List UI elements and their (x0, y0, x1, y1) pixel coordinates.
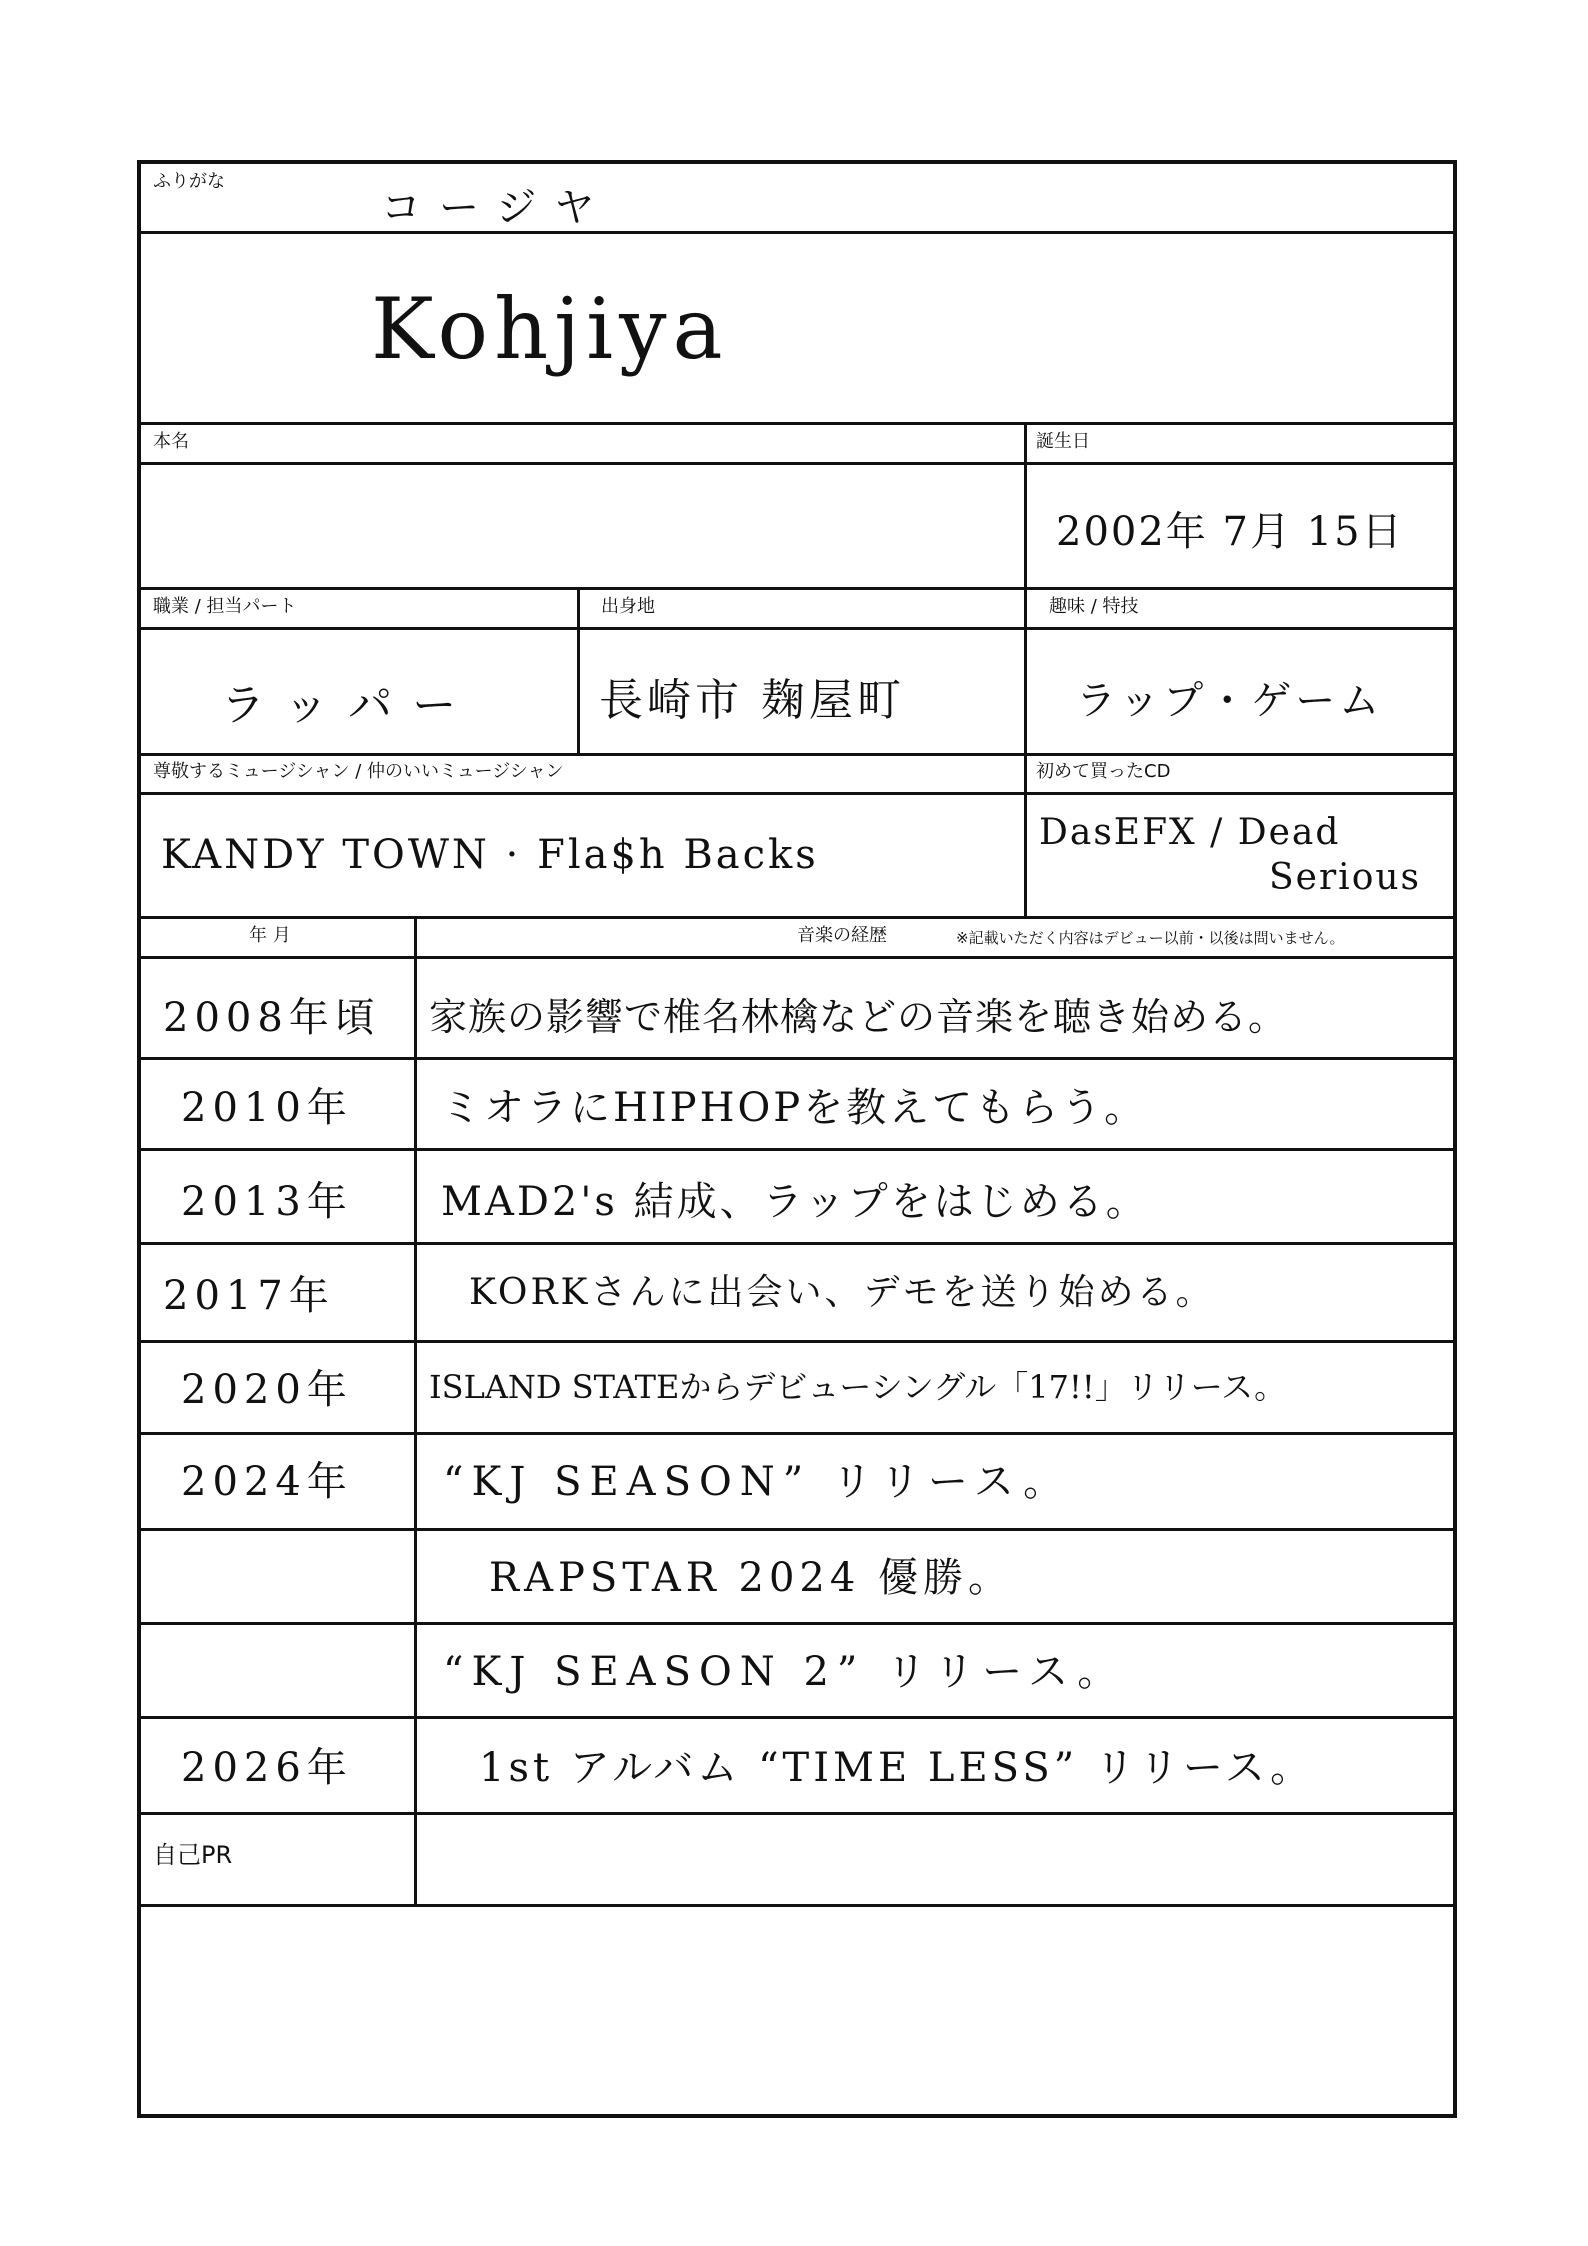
history-year: 2017年 (163, 1273, 335, 1319)
divider (141, 587, 1453, 590)
history-text: ミオラにHIPHOPを教えてもらう。 (441, 1085, 1148, 1131)
history-year: 2010年 (181, 1085, 353, 1131)
real-name-label: 本名 (153, 431, 189, 452)
profile-sheet (137, 160, 1457, 2118)
divider (141, 916, 1453, 919)
birthday-label: 誕生日 (1036, 431, 1090, 452)
divider (141, 1340, 1453, 1343)
self-pr-label: 自己PR (153, 1841, 233, 1869)
hobby-value: ラップ・ゲーム (1076, 678, 1384, 724)
first-cd-line1: DasEFX / Dead (1039, 812, 1341, 853)
divider (141, 956, 1453, 959)
divider (141, 1242, 1453, 1245)
history-detail-header: 音楽の経歴 (797, 925, 887, 946)
history-year: 2020年 (181, 1367, 353, 1413)
history-year: 2026年 (181, 1745, 353, 1791)
musicians-label: 尊敬するミュージシャン / 仲のいいミュージシャン (153, 761, 564, 782)
divider (141, 1716, 1453, 1719)
first-cd-line2: Serious (1269, 857, 1422, 898)
divider (414, 916, 417, 1904)
divider (141, 792, 1453, 795)
history-text: RAPSTAR 2024 優勝。 (489, 1555, 1014, 1601)
divider (141, 627, 1453, 630)
divider (141, 1057, 1453, 1060)
first-cd-label: 初めて買ったCD (1036, 761, 1171, 782)
hometown-value: 長崎市 麹屋町 (599, 675, 905, 726)
history-text: 1st アルバム “TIME LESS” リリース。 (479, 1745, 1315, 1791)
occupation-value: ラッパー (221, 680, 477, 731)
divider (141, 1622, 1453, 1625)
stage-name: Kohjiya (371, 280, 729, 378)
divider (141, 1432, 1453, 1435)
birthday-value: 2002年 7月 15日 (1056, 509, 1404, 555)
history-year-header: 年 月 (249, 925, 291, 946)
history-year: 2008年頃 (163, 995, 381, 1041)
divider (141, 1904, 1453, 1907)
divider (141, 1528, 1453, 1531)
divider (577, 587, 580, 753)
history-text: 家族の影響で椎名林檎などの音楽を聴き始める。 (429, 995, 1288, 1039)
history-text: MAD2's 結成、ラップをはじめる。 (441, 1179, 1149, 1225)
divider (141, 1148, 1453, 1151)
divider (141, 462, 1453, 465)
divider (141, 422, 1453, 425)
history-text: “KJ SEASON 2” リリース。 (443, 1649, 1126, 1695)
divider (141, 1812, 1453, 1815)
divider (1024, 422, 1027, 916)
furigana-value: コージヤ (381, 185, 613, 231)
history-text: “KJ SEASON” リリース。 (443, 1459, 1072, 1505)
history-year: 2024年 (181, 1459, 353, 1505)
hobby-label: 趣味 / 特技 (1049, 596, 1139, 617)
divider (141, 753, 1453, 756)
furigana-label: ふりがな (153, 171, 225, 192)
history-text: KORKさんに出会い、デモを送り始める。 (469, 1272, 1215, 1313)
history-year: 2013年 (181, 1179, 353, 1225)
history-note: ※記載いただく内容はデビュー以前・以後は問いません。 (956, 929, 1345, 947)
divider (141, 231, 1453, 234)
occupation-label: 職業 / 担当パート (153, 596, 297, 617)
musicians-value: KANDY TOWN · Fla$h Backs (161, 832, 819, 878)
hometown-label: 出身地 (601, 596, 655, 617)
history-text: ISLAND STATEからデビューシングル「17!!」リリース。 (429, 1368, 1287, 1406)
